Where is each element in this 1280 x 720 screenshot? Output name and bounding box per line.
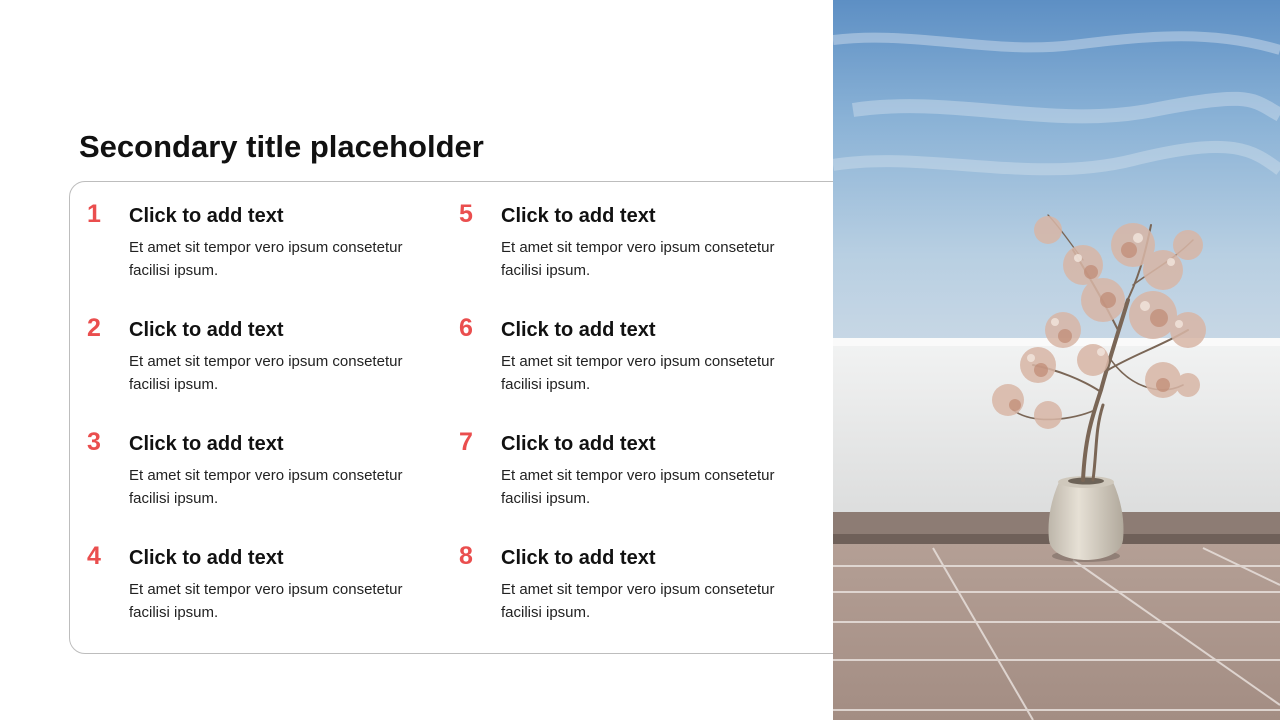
item-heading[interactable]: Click to add text — [129, 547, 284, 569]
item-heading[interactable]: Click to add text — [501, 547, 656, 569]
list-item-7[interactable] — [459, 428, 831, 510]
item-number: 7 — [459, 428, 473, 456]
item-number: 8 — [459, 542, 473, 570]
item-number: 4 — [87, 542, 101, 570]
slide-title[interactable]: Secondary title placeholder — [79, 129, 484, 164]
list-item-1[interactable] — [87, 200, 459, 282]
item-body[interactable]: Et amet sit tempor vero ipsum consetetur facilisi ipsum. — [129, 239, 403, 279]
list-item-3[interactable] — [87, 428, 459, 510]
item-body[interactable]: Et amet sit tempor vero ipsum consetetur facilisi ipsum. — [129, 581, 403, 621]
item-heading[interactable]: Click to add text — [501, 433, 656, 455]
item-number: 5 — [459, 200, 473, 228]
photo-image — [833, 0, 1280, 720]
item-body[interactable]: Et amet sit tempor vero ipsum consetetur facilisi ipsum. — [501, 467, 775, 507]
item-number: 6 — [459, 314, 473, 342]
item-number: 1 — [87, 200, 101, 228]
item-heading[interactable]: Click to add text — [129, 205, 284, 227]
item-body[interactable]: Et amet sit tempor vero ipsum consetetur facilisi ipsum. — [129, 467, 403, 507]
list-item-4[interactable] — [87, 542, 459, 624]
item-number: 3 — [87, 428, 101, 456]
item-heading[interactable]: Click to add text — [129, 433, 284, 455]
item-body[interactable]: Et amet sit tempor vero ipsum consetetur facilisi ipsum. — [129, 353, 403, 393]
list-item-8[interactable] — [459, 542, 831, 624]
list-item-5[interactable] — [459, 200, 831, 282]
item-heading[interactable]: Click to add text — [129, 319, 284, 341]
photo-tree-vase[interactable] — [833, 0, 1280, 720]
item-body[interactable]: Et amet sit tempor vero ipsum consetetur facilisi ipsum. — [501, 353, 775, 393]
list-item-2[interactable] — [87, 314, 459, 396]
item-body[interactable]: Et amet sit tempor vero ipsum consetetur facilisi ipsum. — [501, 239, 775, 279]
item-heading[interactable]: Click to add text — [501, 205, 656, 227]
item-heading[interactable]: Click to add text — [501, 319, 656, 341]
item-body[interactable]: Et amet sit tempor vero ipsum consetetur facilisi ipsum. — [501, 581, 775, 621]
list-item-6[interactable] — [459, 314, 831, 396]
item-number: 2 — [87, 314, 101, 342]
